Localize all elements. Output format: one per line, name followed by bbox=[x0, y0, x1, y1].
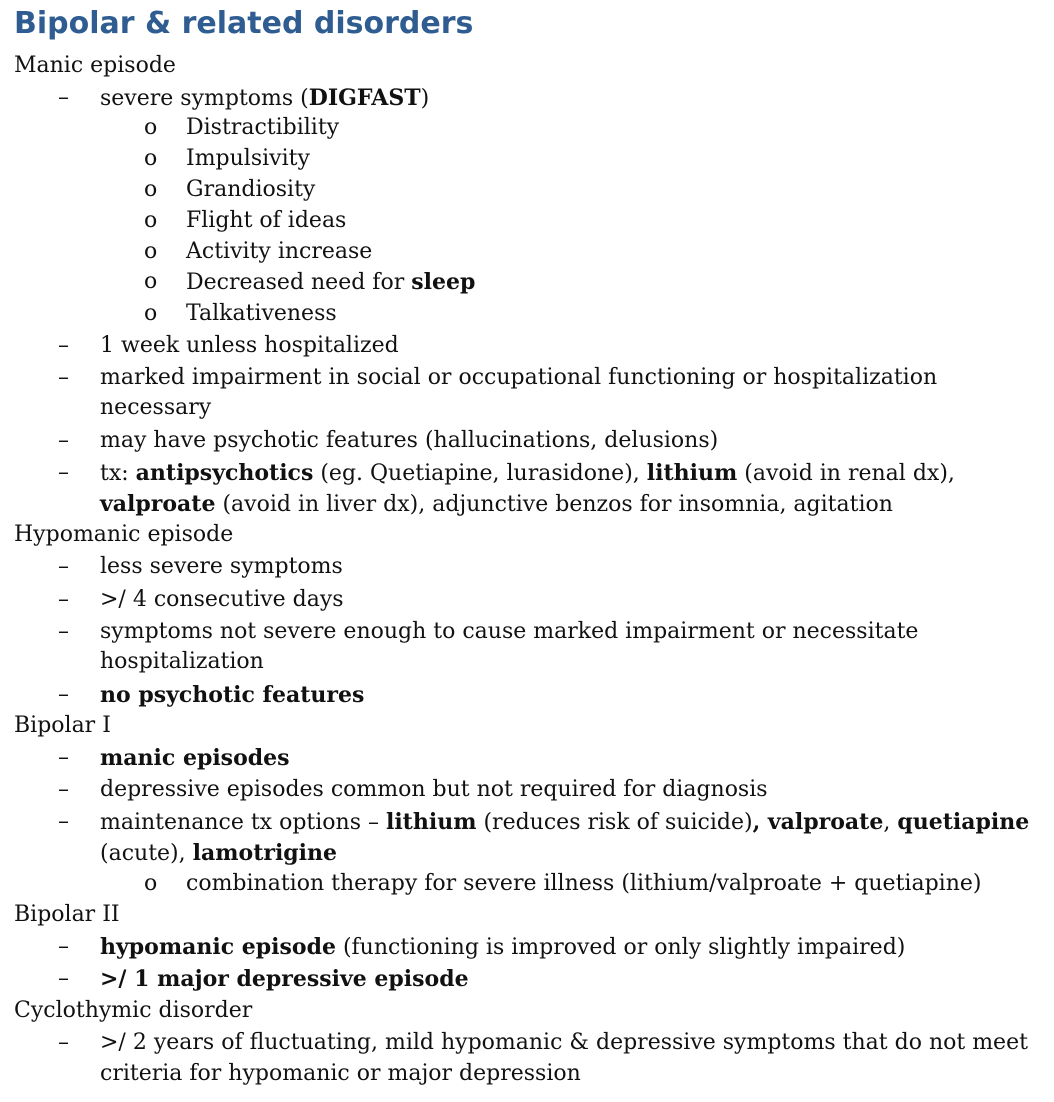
dash-bullet: – bbox=[58, 428, 69, 453]
hypomanic-psychotic-item: no psychotic features bbox=[100, 682, 365, 708]
dash-bullet: – bbox=[58, 1030, 69, 1055]
dash-bullet: – bbox=[58, 777, 69, 802]
manic-treatment-continuation: valproate (avoid in liver dx), adjunctive benzos for insomnia, agitation bbox=[100, 491, 893, 517]
section-heading-bipolar-2: Bipolar II bbox=[14, 902, 120, 927]
symptom-item: Grandiosity bbox=[186, 177, 316, 202]
section-heading-cyclothymic: Cyclothymic disorder bbox=[14, 998, 253, 1023]
bipolar1-depressive-item: depressive episodes common but not required for diagnosis bbox=[100, 777, 768, 802]
hypomanic-impairment-continuation: hospitalization bbox=[100, 649, 264, 674]
digfast-mnemonic: DIGFAST bbox=[308, 85, 421, 111]
circle-bullet: o bbox=[144, 177, 158, 202]
hypomanic-severity-item: less severe symptoms bbox=[100, 554, 343, 579]
cyclothymic-item: >/ 2 years of fluctuating, mild hypomanic & depressive symptoms that do not meet bbox=[100, 1030, 1028, 1055]
dash-bullet: – bbox=[58, 745, 69, 770]
dash-bullet: – bbox=[58, 85, 69, 110]
symptom-item: Decreased need for sleep bbox=[186, 269, 476, 295]
manic-symptoms-item: severe symptoms (DIGFAST) bbox=[100, 85, 430, 111]
manic-duration-item: 1 week unless hospitalized bbox=[100, 333, 399, 358]
bipolar1-combination-item: combination therapy for severe illness (lithium/valproate + quetiapine) bbox=[186, 871, 982, 896]
circle-bullet: o bbox=[144, 146, 158, 171]
bipolar1-maintenance-continuation: (acute), lamotrigine bbox=[100, 840, 338, 866]
circle-bullet: o bbox=[144, 239, 158, 264]
cyclothymic-continuation: criteria for hypomanic or major depression bbox=[100, 1061, 581, 1086]
symptom-item: Talkativeness bbox=[186, 301, 337, 326]
manic-psychotic-item: may have psychotic features (hallucinations, delusions) bbox=[100, 428, 719, 453]
circle-bullet: o bbox=[144, 115, 158, 140]
circle-bullet: o bbox=[144, 269, 158, 294]
symptom-item: Activity increase bbox=[186, 239, 373, 264]
section-heading-hypomanic: Hypomanic episode bbox=[14, 522, 234, 547]
hypomanic-duration-item: >/ 4 consecutive days bbox=[100, 587, 344, 612]
circle-bullet: o bbox=[144, 871, 158, 896]
dash-bullet: – bbox=[58, 554, 69, 579]
section-heading-bipolar-1: Bipolar I bbox=[14, 713, 111, 738]
symptom-item: Impulsivity bbox=[186, 146, 310, 171]
symptom-item: Flight of ideas bbox=[186, 208, 347, 233]
bipolar2-hypomanic-item: hypomanic episode (functioning is improved or only slightly impaired) bbox=[100, 934, 906, 960]
bipolar1-manic-item: manic episodes bbox=[100, 745, 290, 771]
bipolar1-maintenance-item: maintenance tx options – lithium (reduces risk of suicide), valproate, quetiapine bbox=[100, 809, 1030, 835]
circle-bullet: o bbox=[144, 208, 158, 233]
symptom-item: Distractibility bbox=[186, 115, 340, 140]
dash-bullet: – bbox=[58, 333, 69, 358]
dash-bullet: – bbox=[58, 460, 69, 485]
circle-bullet: o bbox=[144, 301, 158, 326]
dash-bullet: – bbox=[58, 619, 69, 644]
section-heading-manic: Manic episode bbox=[14, 53, 176, 78]
hypomanic-impairment-item: symptoms not severe enough to cause marked impairment or necessitate bbox=[100, 619, 919, 644]
dash-bullet: – bbox=[58, 934, 69, 959]
manic-treatment-item: tx: antipsychotics (eg. Quetiapine, lurasidone), lithium (avoid in renal dx), bbox=[100, 460, 955, 486]
dash-bullet: – bbox=[58, 966, 69, 991]
dash-bullet: – bbox=[58, 365, 69, 390]
dash-bullet: – bbox=[58, 809, 69, 834]
page-title: Bipolar & related disorders bbox=[14, 6, 474, 41]
bipolar2-depressive-item: >/ 1 major depressive episode bbox=[100, 966, 469, 992]
manic-impairment-continuation: necessary bbox=[100, 395, 212, 420]
dash-bullet: – bbox=[58, 682, 69, 707]
dash-bullet: – bbox=[58, 587, 69, 612]
manic-impairment-item: marked impairment in social or occupational functioning or hospitalization bbox=[100, 365, 938, 390]
